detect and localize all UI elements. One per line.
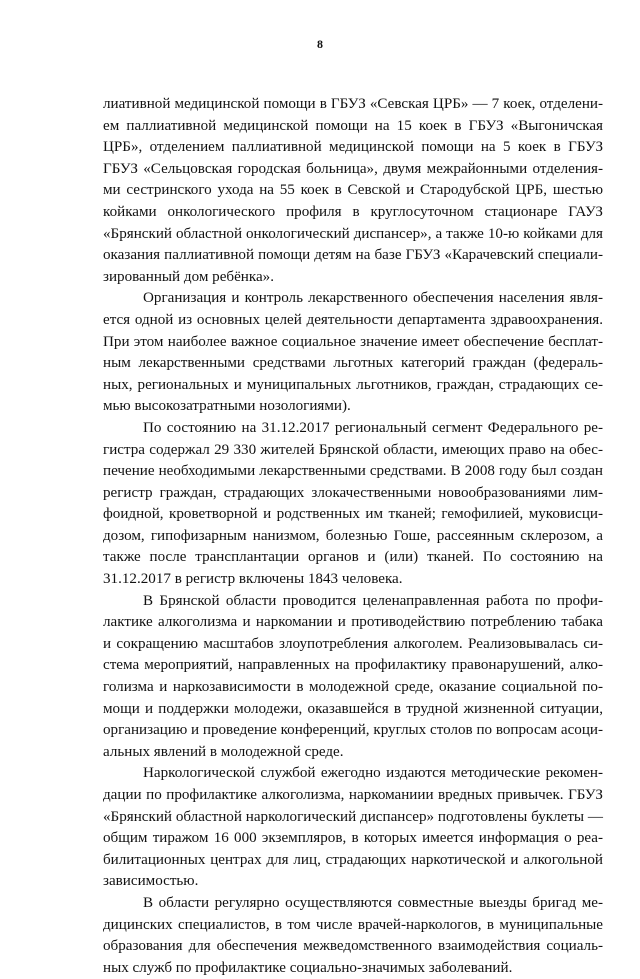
text-line: мощи и поддержки молодежи, оказавшейся в трудной жизненной ситуации, bbox=[103, 700, 603, 717]
text-line: стема мероприятий, направленных на профилактику правонарушений, алко- bbox=[103, 657, 603, 674]
text-line: ЦРБ», отделением паллиативной медицинской помощи на 5 коек в ГБУЗ bbox=[103, 139, 603, 156]
text-line: лактике алкоголизма и наркомании и противодействию потреблению табака bbox=[103, 614, 603, 631]
text-line: печение необходимыми лекарственными средствами. В 2008 году был создан bbox=[103, 463, 603, 480]
text-line: также после трансплантации органов и (или) тканей. По состоянию на bbox=[103, 549, 603, 566]
paragraph bbox=[103, 763, 603, 893]
text-line: организацию и проведение конференций, круглых столов по вопросам асоци- bbox=[103, 722, 603, 739]
text-line: билитационных центрах для лиц, страдающих наркотической и алкогольной bbox=[103, 851, 603, 868]
text-line: ных, региональных и муниципальных льготников, граждан, страдающих се- bbox=[103, 376, 603, 393]
text-line: зависимостью. bbox=[103, 873, 199, 890]
paragraph bbox=[103, 893, 603, 979]
text-line: голизма и наркозависимости в молодежной среде, оказание социальной по- bbox=[103, 679, 603, 696]
text-line: зированный дом ребёнка». bbox=[103, 268, 274, 285]
paragraph bbox=[103, 94, 603, 288]
text-line: регистр граждан, страдающих злокачественными новообразованиями лим- bbox=[103, 484, 603, 501]
text-line: ем паллиативной медицинской помощи на 15 коек в ГБУЗ «Выгоничская bbox=[103, 117, 603, 134]
text-line: дицинских специалистов, в том числе врачей-наркологов, в муниципальные bbox=[103, 916, 603, 933]
text-line: Наркологической службой ежегодно издаются методические рекомен- bbox=[143, 765, 603, 782]
text-line: фоидной, кроветворной и родственных им тканей; гемофилией, муковисци- bbox=[103, 506, 603, 523]
text-line: общим тиражом 16 000 экземпляров, в которых имеется информация о реа- bbox=[103, 830, 603, 847]
paragraph bbox=[103, 418, 603, 591]
text-line: альных явлений в молодежной среде. bbox=[103, 743, 344, 760]
text-line: гистра содержал 29 330 жителей Брянской области, имеющих право на обес- bbox=[103, 441, 603, 458]
text-line: лиативной медицинской помощи в ГБУЗ «Севская ЦРБ» — 7 коек, отделени- bbox=[103, 96, 603, 112]
text-line: дации по профилактике алкоголизма, наркоманиии вредных привычек. ГБУЗ bbox=[103, 787, 603, 803]
text-line: и сокращению масштабов злоупотребления алкоголем. Реализовывалась си- bbox=[103, 635, 603, 652]
text-line: образования для обеспечения межведомственного взаимодействия социаль- bbox=[103, 938, 603, 955]
text-line: 31.12.2017 в регистр включены 1843 человека. bbox=[103, 571, 403, 588]
text-line: ется одной из основных целей деятельности департамента здравоохранения. bbox=[103, 311, 603, 328]
text-line: оказания паллиативной помощи детям на базе ГБУЗ «Карачевский специали- bbox=[103, 247, 603, 264]
text-line: койками онкологического профиля в круглосуточном стационаре ГАУЗ bbox=[103, 203, 603, 220]
text-line: ГБУЗ «Сельцовская городская больница», двумя межрайонными отделения- bbox=[103, 160, 603, 177]
text-line: ным лекарственными средствами льготных категорий граждан (федераль- bbox=[103, 355, 603, 372]
page-number: 8 bbox=[317, 37, 323, 51]
text-line: ных служб по профилактике социально-значимых заболеваний. bbox=[103, 959, 513, 976]
text-line: При этом наиболее важное социальное значение имеет обеспечение бесплат- bbox=[103, 333, 603, 350]
text-line: дозом, гипофизарным нанизмом, болезнью Гоше, рассеянным склерозом, а bbox=[103, 527, 603, 544]
paragraph bbox=[103, 288, 603, 418]
document-body bbox=[103, 94, 603, 979]
paragraph bbox=[103, 591, 603, 764]
text-line: В Брянской области проводится целенаправленная работа по профи- bbox=[143, 592, 603, 609]
text-line: «Брянский областной онкологический диспансер», а также 10-ю койками для bbox=[103, 225, 603, 242]
text-line: По состоянию на 31.12.2017 региональный сегмент Федерального ре- bbox=[143, 419, 603, 436]
text-line: «Брянский областной наркологический диспансер» подготовлены буклеты — bbox=[103, 808, 603, 825]
text-line: мью высокозатратными нозологиями). bbox=[103, 398, 351, 415]
text-line: Организация и контроль лекарственного обеспечения населения явля- bbox=[143, 290, 603, 307]
text-line: В области регулярно осуществляются совместные выезды бригад ме- bbox=[143, 894, 603, 911]
text-line: ми сестринского ухода на 55 коек в Севской и Стародубской ЦРБ, шестью bbox=[103, 182, 603, 199]
